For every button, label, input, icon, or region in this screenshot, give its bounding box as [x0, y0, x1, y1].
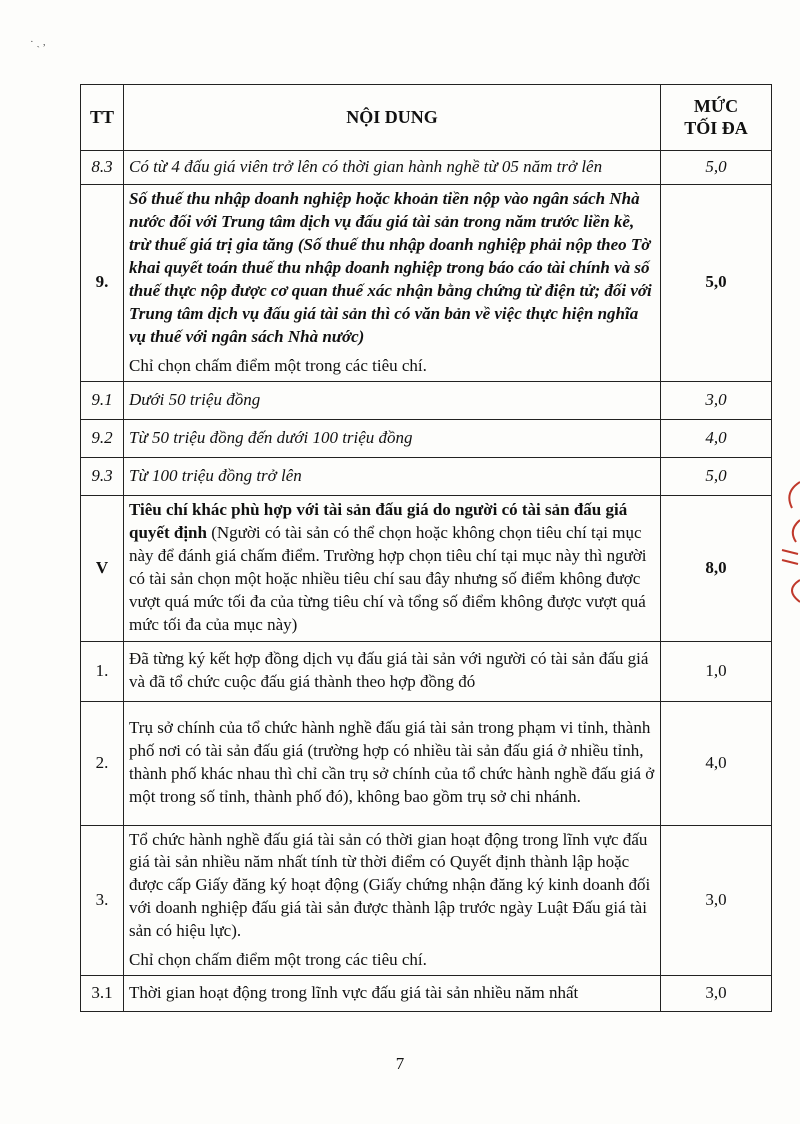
row-content: Số thuế thu nhập doanh nghiệp hoặc khoản tiền nộp vào ngân sách Nhà nước đối với Trung tâm dịch vụ đấu giá tài sản trong năm trước liền kề, trừ thuế giá trị gia tăng (Số thuế thu nhập doanh nghiệp phải nộp theo Tờ khai quyết toán thuế thu nhập doanh nghiệp trong báo cáo tài chính và số thuế thực nộp được cơ quan thuế xác nhận bằng chứng từ điện tử; đối với Trung tâm dịch vụ đấu giá tài sản thì có văn bản về việc thực hiện nghĩa vụ thuế với ngân sách Nhà nước) — [129, 189, 652, 346]
row-content-bold: Tiêu chí khác phù hợp với tài sản đấu giá do người có tài sản đấu giá quyết định — [129, 500, 628, 543]
row-content: Trụ sở chính của tổ chức hành nghề đấu giá tài sản trong phạm vi tỉnh, thành phố nơi có tài sản đấu giá (trường hợp có nhiều tài sản đấu giá ở nhiều tỉnh, thành phố khác nhau thì chỉ cần trụ sở chính của tổ chức hành nghề đấu giá ở một trong số tỉnh, thành phố đó), không bao gồm trụ sở chi nhánh. — [124, 701, 661, 825]
criteria-table — [80, 84, 772, 1012]
row-content: (Người có tài sản có thể chọn hoặc không chọn tiêu chí tại mục này để đánh giá chấm điểm. Trường hợp chọn tiêu chí tại mục này thì người có tài sản chọn một hoặc nhiều tiêu chí sau đây nhưng số điểm không được vượt quá mức tối đa của từng tiêu chí và tổng số điểm không được vượt quá mức tối đa của mục này) — [129, 523, 647, 634]
table-row — [81, 457, 772, 495]
row-tt: 1. — [81, 641, 124, 701]
row-content-cell — [124, 495, 661, 641]
table-row — [81, 185, 772, 382]
header-tt: TT — [81, 85, 124, 151]
row-score: 1,0 — [661, 641, 772, 701]
header-max-line2: TỐI ĐA — [684, 117, 748, 138]
row-tt: 3. — [81, 825, 124, 976]
row-tt: 2. — [81, 701, 124, 825]
scan-speck: · ˏ , — [30, 36, 46, 48]
header-max-score — [661, 85, 772, 151]
page-number: 7 — [395, 1054, 405, 1073]
row-score: 3,0 — [661, 825, 772, 976]
table-row — [81, 825, 772, 976]
table-row — [81, 641, 772, 701]
row-content: Dưới 50 triệu đồng — [124, 381, 661, 419]
table-row — [81, 976, 772, 1012]
row-content: Thời gian hoạt động trong lĩnh vực đấu giá tài sản nhiều năm nhất — [124, 976, 661, 1012]
row-content: Đã từng ký kết hợp đồng dịch vụ đấu giá tài sản với người có tài sản đấu giá và đã tổ chức cuộc đấu giá thành theo hợp đồng đó — [124, 641, 661, 701]
table-row — [81, 701, 772, 825]
row-tt: 3.1 — [81, 976, 124, 1012]
row-score: 5,0 — [661, 151, 772, 185]
row-tt: 9. — [81, 185, 124, 382]
table-header-row — [81, 85, 772, 151]
row-score: 8,0 — [661, 495, 772, 641]
row-content: Từ 100 triệu đồng trở lên — [124, 457, 661, 495]
row-score: 4,0 — [661, 419, 772, 457]
row-tt: 8.3 — [81, 151, 124, 185]
header-max-line1: MỨC — [693, 95, 739, 116]
row-content: Từ 50 triệu đồng đến dưới 100 triệu đồng — [124, 419, 661, 457]
row-note: Chỉ chọn chấm điểm một trong các tiêu chí. — [129, 950, 427, 970]
table-row — [81, 381, 772, 419]
row-content-cell — [124, 825, 661, 976]
red-stamp-fragment — [778, 480, 800, 610]
row-score: 3,0 — [661, 976, 772, 1012]
row-tt: 9.3 — [81, 457, 124, 495]
row-content: Tổ chức hành nghề đấu giá tài sản có thời gian hoạt động trong lĩnh vực đấu giá tài sản nhiều năm nhất tính từ thời điểm có Quyết định thành lập hoặc được cấp Giấy đăng ký hoạt động (Giấy chứng nhận đăng ký kinh doanh đối với doanh nghiệp đấu giá tài sản được thành lập trước ngày Luật Đấu giá tài sản có hiệu lực). — [129, 829, 651, 941]
row-score: 4,0 — [661, 701, 772, 825]
row-tt: 9.1 — [81, 381, 124, 419]
table-row — [81, 419, 772, 457]
row-content-cell — [124, 185, 661, 382]
row-tt: 9.2 — [81, 419, 124, 457]
table-row — [81, 151, 772, 185]
row-score: 5,0 — [661, 457, 772, 495]
row-score: 3,0 — [661, 381, 772, 419]
header-content: NỘI DUNG — [124, 85, 661, 151]
row-score: 5,0 — [661, 185, 772, 382]
row-note: Chỉ chọn chấm điểm một trong các tiêu chí. — [129, 355, 427, 375]
row-content: Có từ 4 đấu giá viên trở lên có thời gian hành nghề từ 05 năm trở lên — [124, 151, 661, 185]
criteria-table-container — [80, 84, 772, 1012]
row-tt: V — [81, 495, 124, 641]
table-row — [81, 495, 772, 641]
